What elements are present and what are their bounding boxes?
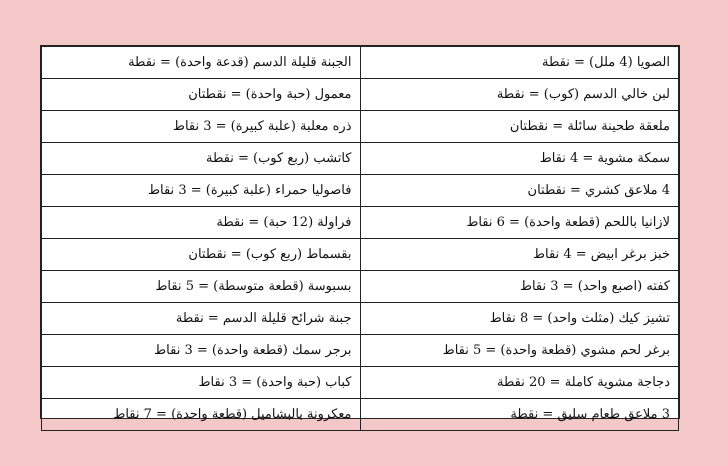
food-points-cell-left: جبنة شرائح قليلة الدسم = نقطة: [42, 303, 361, 335]
food-points-cell-right: لبن خالي الدسم (كوب) = نقطة: [360, 79, 679, 111]
table-row: [42, 399, 679, 431]
table-row: [42, 367, 679, 399]
food-points-cell-right: لازانيا باللحم (قطعة واحدة) = 6 نقاط: [360, 207, 679, 239]
food-points-cell-right: كفته (اصبع واحد) = 3 نقاط: [360, 271, 679, 303]
food-points-cell-right: 4 ملاعق كشري = نقطتان: [360, 175, 679, 207]
food-points-cell-left: كباب (حبة واحدة) = 3 نقاط: [42, 367, 361, 399]
table-row: [42, 175, 679, 207]
food-points-cell-left: ذره معلبة (علبة كبيرة) = 3 نقاط: [42, 111, 361, 143]
food-points-cell-right: سمكة مشوية = 4 نقاط: [360, 143, 679, 175]
food-points-cell-right: الصويا (4 ملل) = نقطة: [360, 47, 679, 79]
food-points-cell-left: معمول (حبة واحدة) = نقطتان: [42, 79, 361, 111]
table-row: [42, 271, 679, 303]
food-points-cell-left: برجر سمك (قطعة واحدة) = 3 نقاط: [42, 335, 361, 367]
food-points-cell-left: كاتشب (ربع كوب) = نقطة: [42, 143, 361, 175]
food-points-cell-left: فاصوليا حمراء (علبة كبيرة) = 3 نقاط: [42, 175, 361, 207]
document-page: [40, 45, 680, 422]
table-row: [42, 143, 679, 175]
food-points-cell-left: الجبنة قليلة الدسم (قدعة واحدة) = نقطة: [42, 47, 361, 79]
food-points-cell-left: معكرونة بالبشاميل (قطعة واحدة) = 7 نقاط: [42, 399, 361, 431]
food-points-cell-right: دجاجة مشوية كاملة = 20 نقطة: [360, 367, 679, 399]
table-row: [42, 335, 679, 367]
table-row: [42, 79, 679, 111]
food-points-cell-right: ملعقة طحينة سائلة = نقطتان: [360, 111, 679, 143]
food-points-cell-left: بسبوسة (قطعة متوسطة) = 5 نقاط: [42, 271, 361, 303]
table-row: [42, 111, 679, 143]
food-points-table: [41, 46, 679, 431]
food-points-cell-left: بقسماط (ربع كوب) = نقطتان: [42, 239, 361, 271]
table-row: [42, 303, 679, 335]
food-points-cell-right: برغر لحم مشوي (قطعة واحدة) = 5 نقاط: [360, 335, 679, 367]
food-points-cell-right: 3 ملاعق طعام سليق = نقطة: [360, 399, 679, 431]
table-body: [42, 47, 679, 431]
food-points-cell-right: تشيز كيك (مثلث واحد) = 8 نقاط: [360, 303, 679, 335]
food-points-cell-left: فراولة (12 حبة) = نقطة: [42, 207, 361, 239]
table-row: [42, 239, 679, 271]
food-points-cell-right: خبز برغر ابيض = 4 نقاط: [360, 239, 679, 271]
table-row: [42, 47, 679, 79]
table-row: [42, 207, 679, 239]
